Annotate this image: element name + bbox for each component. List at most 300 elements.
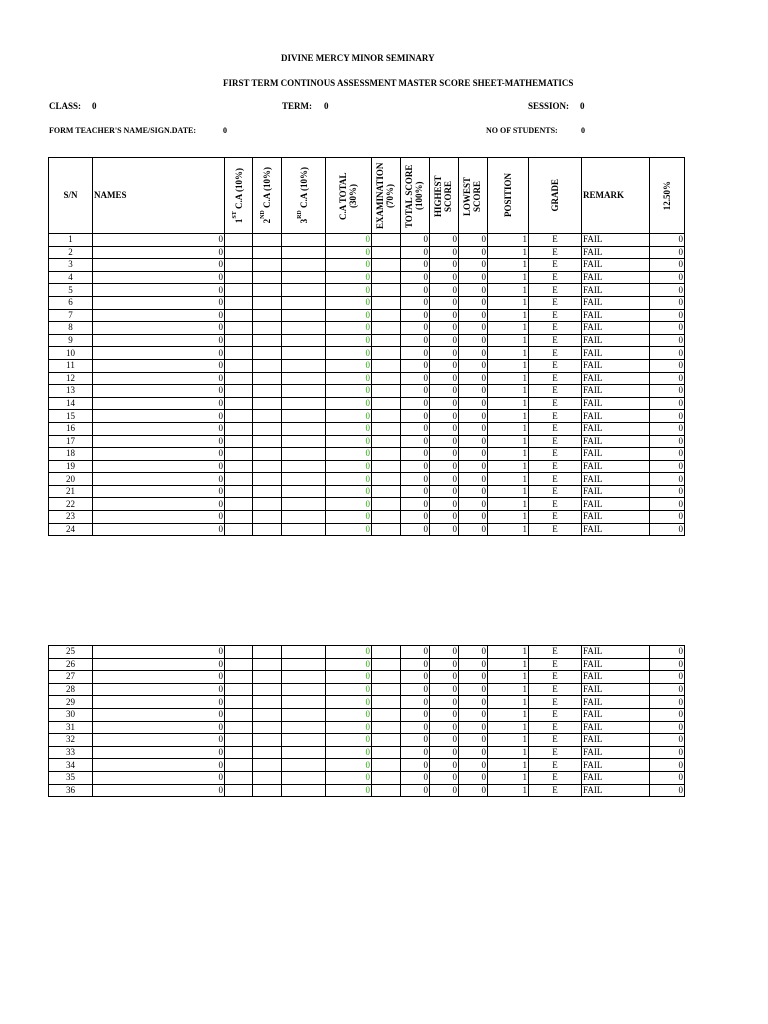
name-cell: 0: [93, 309, 225, 322]
remark-cell: FAIL: [582, 309, 650, 322]
grade-cell: E: [529, 309, 582, 322]
ca2-cell: [253, 435, 282, 448]
ca3-cell: [282, 460, 326, 473]
grade-cell: E: [529, 259, 582, 272]
grade-cell: E: [529, 334, 582, 347]
ca1-cell: [225, 485, 253, 498]
grade-cell: E: [529, 435, 582, 448]
remark-cell: FAIL: [582, 671, 650, 684]
name-cell: 0: [93, 259, 225, 272]
pct-cell: 0: [650, 422, 685, 435]
col-sn: S/N: [49, 158, 93, 234]
grade-cell: E: [529, 397, 582, 410]
total-score-cell: 0: [401, 523, 430, 536]
total-score-cell: 0: [401, 309, 430, 322]
exam-cell: [372, 246, 401, 259]
remark-cell: FAIL: [582, 259, 650, 272]
pct-cell: 0: [650, 734, 685, 747]
ca-total-cell: 0: [326, 759, 372, 772]
highest-score-cell: 0: [430, 771, 459, 784]
position-cell: 1: [488, 646, 529, 659]
total-score-cell: 0: [401, 721, 430, 734]
ca3-cell: [282, 435, 326, 448]
sn-cell: 23: [49, 511, 93, 524]
grade-cell: E: [529, 734, 582, 747]
ca1-cell: [225, 322, 253, 335]
grade-cell: E: [529, 523, 582, 536]
ca2-cell: [253, 284, 282, 297]
term-value: 0: [324, 101, 329, 111]
sn-cell: 17: [49, 435, 93, 448]
position-cell: 1: [488, 309, 529, 322]
lowest-score-cell: 0: [459, 671, 488, 684]
ca-total-cell: 0: [326, 734, 372, 747]
highest-score-cell: 0: [430, 734, 459, 747]
name-cell: 0: [93, 734, 225, 747]
pct-cell: 0: [650, 435, 685, 448]
remark-cell: FAIL: [582, 708, 650, 721]
position-cell: 1: [488, 523, 529, 536]
sn-cell: 25: [49, 646, 93, 659]
position-cell: 1: [488, 658, 529, 671]
ca-total-cell: 0: [326, 309, 372, 322]
ca-total-cell: 0: [326, 746, 372, 759]
sn-cell: 10: [49, 347, 93, 360]
sn-cell: 27: [49, 671, 93, 684]
table-row: [49, 523, 685, 536]
lowest-score-cell: 0: [459, 347, 488, 360]
table-row: [49, 372, 685, 385]
sn-cell: 32: [49, 734, 93, 747]
position-cell: 1: [488, 498, 529, 511]
pct-cell: 0: [650, 234, 685, 247]
ca2-cell: [253, 646, 282, 659]
total-score-cell: 0: [401, 385, 430, 398]
ca1-cell: [225, 422, 253, 435]
ca-total-cell: 0: [326, 646, 372, 659]
highest-score-cell: 0: [430, 523, 459, 536]
position-cell: 1: [488, 771, 529, 784]
lowest-score-cell: 0: [459, 372, 488, 385]
total-score-cell: 0: [401, 646, 430, 659]
remark-cell: FAIL: [582, 511, 650, 524]
ca1-cell: [225, 473, 253, 486]
table-row: [49, 347, 685, 360]
grade-cell: E: [529, 359, 582, 372]
lowest-score-cell: 0: [459, 498, 488, 511]
table-row: [49, 746, 685, 759]
col-lowest: LOWEST SCORE: [459, 158, 488, 234]
remark-cell: FAIL: [582, 347, 650, 360]
sn-cell: 33: [49, 746, 93, 759]
exam-cell: [372, 734, 401, 747]
exam-cell: [372, 296, 401, 309]
ca3-cell: [282, 397, 326, 410]
grade-cell: E: [529, 683, 582, 696]
sn-cell: 9: [49, 334, 93, 347]
highest-score-cell: 0: [430, 422, 459, 435]
lowest-score-cell: 0: [459, 511, 488, 524]
exam-cell: [372, 234, 401, 247]
name-cell: 0: [93, 296, 225, 309]
sn-cell: 24: [49, 523, 93, 536]
ca2-cell: [253, 734, 282, 747]
ca3-cell: [282, 334, 326, 347]
ca2-cell: [253, 460, 282, 473]
position-cell: 1: [488, 784, 529, 797]
ca-total-cell: 0: [326, 498, 372, 511]
ca2-cell: [253, 359, 282, 372]
table-row: [49, 334, 685, 347]
ca-total-cell: 0: [326, 671, 372, 684]
ca3-cell: [282, 271, 326, 284]
ca-total-cell: 0: [326, 246, 372, 259]
sn-cell: 22: [49, 498, 93, 511]
ca1-cell: [225, 234, 253, 247]
total-score-cell: 0: [401, 511, 430, 524]
position-cell: 1: [488, 259, 529, 272]
remark-cell: FAIL: [582, 771, 650, 784]
ca1-cell: [225, 683, 253, 696]
remark-cell: FAIL: [582, 473, 650, 486]
exam-cell: [372, 759, 401, 772]
total-score-cell: 0: [401, 284, 430, 297]
name-cell: 0: [93, 498, 225, 511]
name-cell: 0: [93, 708, 225, 721]
total-score-cell: 0: [401, 759, 430, 772]
ca3-cell: [282, 523, 326, 536]
table-row: [49, 309, 685, 322]
header-row: [49, 158, 685, 234]
total-score-cell: 0: [401, 271, 430, 284]
exam-cell: [372, 397, 401, 410]
position-cell: 1: [488, 511, 529, 524]
sn-cell: 34: [49, 759, 93, 772]
lowest-score-cell: 0: [459, 385, 488, 398]
col-grade: GRADE: [529, 158, 582, 234]
ca2-cell: [253, 322, 282, 335]
table-row: [49, 385, 685, 398]
sn-cell: 35: [49, 771, 93, 784]
exam-cell: [372, 646, 401, 659]
table-row: [49, 284, 685, 297]
ca-total-cell: 0: [326, 473, 372, 486]
ca-total-cell: 0: [326, 385, 372, 398]
name-cell: 0: [93, 334, 225, 347]
table-row: [49, 759, 685, 772]
ca2-cell: [253, 422, 282, 435]
ca-total-cell: 0: [326, 435, 372, 448]
ca3-cell: [282, 246, 326, 259]
remark-cell: FAIL: [582, 322, 650, 335]
grade-cell: E: [529, 671, 582, 684]
ca1-cell: [225, 771, 253, 784]
grade-cell: E: [529, 410, 582, 423]
ca-total-cell: 0: [326, 771, 372, 784]
sn-cell: 20: [49, 473, 93, 486]
table-row: [49, 646, 685, 659]
exam-cell: [372, 372, 401, 385]
lowest-score-cell: 0: [459, 734, 488, 747]
exam-cell: [372, 784, 401, 797]
school-name: DIVINE MERCY MINOR SEMINARY: [281, 53, 435, 63]
sn-cell: 16: [49, 422, 93, 435]
pct-cell: 0: [650, 771, 685, 784]
ca2-cell: [253, 721, 282, 734]
table-row: [49, 485, 685, 498]
grade-cell: E: [529, 322, 582, 335]
ca-total-cell: 0: [326, 359, 372, 372]
lowest-score-cell: 0: [459, 696, 488, 709]
lowest-score-cell: 0: [459, 683, 488, 696]
ca1-cell: [225, 359, 253, 372]
ca3-cell: [282, 759, 326, 772]
grade-cell: E: [529, 234, 582, 247]
ca-total-cell: 0: [326, 271, 372, 284]
ca-total-cell: 0: [326, 334, 372, 347]
remark-cell: FAIL: [582, 683, 650, 696]
position-cell: 1: [488, 372, 529, 385]
col-remark: REMARK: [582, 158, 650, 234]
highest-score-cell: 0: [430, 460, 459, 473]
pct-cell: 0: [650, 784, 685, 797]
position-cell: 1: [488, 448, 529, 461]
ca1-cell: [225, 759, 253, 772]
ca3-cell: [282, 696, 326, 709]
ca2-cell: [253, 771, 282, 784]
ca2-cell: [253, 485, 282, 498]
grade-cell: E: [529, 385, 582, 398]
ca3-cell: [282, 671, 326, 684]
ca1-cell: [225, 734, 253, 747]
total-score-cell: 0: [401, 448, 430, 461]
name-cell: 0: [93, 448, 225, 461]
score-table-part-1: [48, 157, 685, 536]
ca-total-cell: 0: [326, 234, 372, 247]
position-cell: 1: [488, 759, 529, 772]
pct-cell: 0: [650, 746, 685, 759]
highest-score-cell: 0: [430, 234, 459, 247]
highest-score-cell: 0: [430, 372, 459, 385]
pct-cell: 0: [650, 271, 685, 284]
lowest-score-cell: 0: [459, 334, 488, 347]
ca1-cell: [225, 708, 253, 721]
pct-cell: 0: [650, 309, 685, 322]
grade-cell: E: [529, 646, 582, 659]
position-cell: 1: [488, 397, 529, 410]
grade-cell: E: [529, 422, 582, 435]
ca2-cell: [253, 372, 282, 385]
ca1-cell: [225, 397, 253, 410]
ca2-cell: [253, 259, 282, 272]
remark-cell: FAIL: [582, 734, 650, 747]
ca2-cell: [253, 410, 282, 423]
ca1-cell: [225, 410, 253, 423]
ca-total-cell: 0: [326, 683, 372, 696]
remark-cell: FAIL: [582, 422, 650, 435]
remark-cell: FAIL: [582, 784, 650, 797]
pct-cell: 0: [650, 523, 685, 536]
class-label: CLASS:: [49, 101, 82, 111]
total-score-cell: 0: [401, 347, 430, 360]
exam-cell: [372, 485, 401, 498]
exam-cell: [372, 259, 401, 272]
name-cell: 0: [93, 485, 225, 498]
total-score-cell: 0: [401, 435, 430, 448]
table-row: [49, 448, 685, 461]
ca1-cell: [225, 435, 253, 448]
remark-cell: FAIL: [582, 271, 650, 284]
exam-cell: [372, 322, 401, 335]
ca1-cell: [225, 372, 253, 385]
sn-cell: 30: [49, 708, 93, 721]
sn-cell: 8: [49, 322, 93, 335]
remark-cell: FAIL: [582, 359, 650, 372]
exam-cell: [372, 721, 401, 734]
grade-cell: E: [529, 746, 582, 759]
position-cell: 1: [488, 746, 529, 759]
total-score-cell: 0: [401, 485, 430, 498]
ca2-cell: [253, 347, 282, 360]
table-row: [49, 296, 685, 309]
position-cell: 1: [488, 422, 529, 435]
ca-total-cell: 0: [326, 460, 372, 473]
pct-cell: 0: [650, 410, 685, 423]
col-ca-total: C.A TOTAL (30%): [326, 158, 372, 234]
sn-cell: 28: [49, 683, 93, 696]
pct-cell: 0: [650, 473, 685, 486]
lowest-score-cell: 0: [459, 410, 488, 423]
ca3-cell: [282, 422, 326, 435]
ca-total-cell: 0: [326, 410, 372, 423]
sn-cell: 18: [49, 448, 93, 461]
name-cell: 0: [93, 385, 225, 398]
remark-cell: FAIL: [582, 746, 650, 759]
name-cell: 0: [93, 410, 225, 423]
name-cell: 0: [93, 771, 225, 784]
class-value: 0: [92, 101, 97, 111]
ca3-cell: [282, 784, 326, 797]
ca-total-cell: 0: [326, 708, 372, 721]
grade-cell: E: [529, 347, 582, 360]
highest-score-cell: 0: [430, 322, 459, 335]
pct-cell: 0: [650, 284, 685, 297]
position-cell: 1: [488, 410, 529, 423]
position-cell: 1: [488, 322, 529, 335]
table-row: [49, 683, 685, 696]
ca2-cell: [253, 296, 282, 309]
ca1-cell: [225, 746, 253, 759]
ca-total-cell: 0: [326, 259, 372, 272]
highest-score-cell: 0: [430, 410, 459, 423]
pct-cell: 0: [650, 397, 685, 410]
grade-cell: E: [529, 721, 582, 734]
total-score-cell: 0: [401, 410, 430, 423]
pct-cell: 0: [650, 646, 685, 659]
col-position: POSITION: [488, 158, 529, 234]
grade-cell: E: [529, 372, 582, 385]
total-score-cell: 0: [401, 683, 430, 696]
ca3-cell: [282, 410, 326, 423]
ca1-cell: [225, 498, 253, 511]
lowest-score-cell: 0: [459, 784, 488, 797]
ca2-cell: [253, 523, 282, 536]
pct-cell: 0: [650, 259, 685, 272]
lowest-score-cell: 0: [459, 448, 488, 461]
remark-cell: FAIL: [582, 696, 650, 709]
pct-cell: 0: [650, 359, 685, 372]
lowest-score-cell: 0: [459, 460, 488, 473]
ca2-cell: [253, 397, 282, 410]
ca2-cell: [253, 696, 282, 709]
ca-total-cell: 0: [326, 511, 372, 524]
students-value: 0: [581, 126, 585, 135]
exam-cell: [372, 658, 401, 671]
table-row: [49, 498, 685, 511]
lowest-score-cell: 0: [459, 658, 488, 671]
total-score-cell: 0: [401, 246, 430, 259]
name-cell: 0: [93, 473, 225, 486]
lowest-score-cell: 0: [459, 646, 488, 659]
remark-cell: FAIL: [582, 523, 650, 536]
sn-cell: 15: [49, 410, 93, 423]
sn-cell: 19: [49, 460, 93, 473]
ca1-cell: [225, 646, 253, 659]
name-cell: 0: [93, 658, 225, 671]
lowest-score-cell: 0: [459, 721, 488, 734]
ca-total-cell: 0: [326, 523, 372, 536]
ca2-cell: [253, 498, 282, 511]
remark-cell: FAIL: [582, 410, 650, 423]
remark-cell: FAIL: [582, 485, 650, 498]
ca2-cell: [253, 309, 282, 322]
highest-score-cell: 0: [430, 359, 459, 372]
position-cell: 1: [488, 347, 529, 360]
name-cell: 0: [93, 435, 225, 448]
ca-total-cell: 0: [326, 658, 372, 671]
exam-cell: [372, 683, 401, 696]
exam-cell: [372, 523, 401, 536]
exam-cell: [372, 746, 401, 759]
name-cell: 0: [93, 322, 225, 335]
sn-cell: 5: [49, 284, 93, 297]
ca-total-cell: 0: [326, 397, 372, 410]
ca3-cell: [282, 234, 326, 247]
highest-score-cell: 0: [430, 435, 459, 448]
grade-cell: E: [529, 296, 582, 309]
lowest-score-cell: 0: [459, 422, 488, 435]
teacher-value: 0: [223, 126, 227, 135]
position-cell: 1: [488, 683, 529, 696]
ca-total-cell: 0: [326, 296, 372, 309]
col-ca2: 2ND C.A (10%): [253, 158, 282, 234]
sn-cell: 31: [49, 721, 93, 734]
ca2-cell: [253, 473, 282, 486]
total-score-cell: 0: [401, 234, 430, 247]
lowest-score-cell: 0: [459, 271, 488, 284]
highest-score-cell: 0: [430, 671, 459, 684]
highest-score-cell: 0: [430, 696, 459, 709]
highest-score-cell: 0: [430, 784, 459, 797]
name-cell: 0: [93, 746, 225, 759]
exam-cell: [372, 498, 401, 511]
ca2-cell: [253, 271, 282, 284]
pct-cell: 0: [650, 498, 685, 511]
ca3-cell: [282, 322, 326, 335]
grade-cell: E: [529, 658, 582, 671]
name-cell: 0: [93, 759, 225, 772]
table-row: [49, 511, 685, 524]
